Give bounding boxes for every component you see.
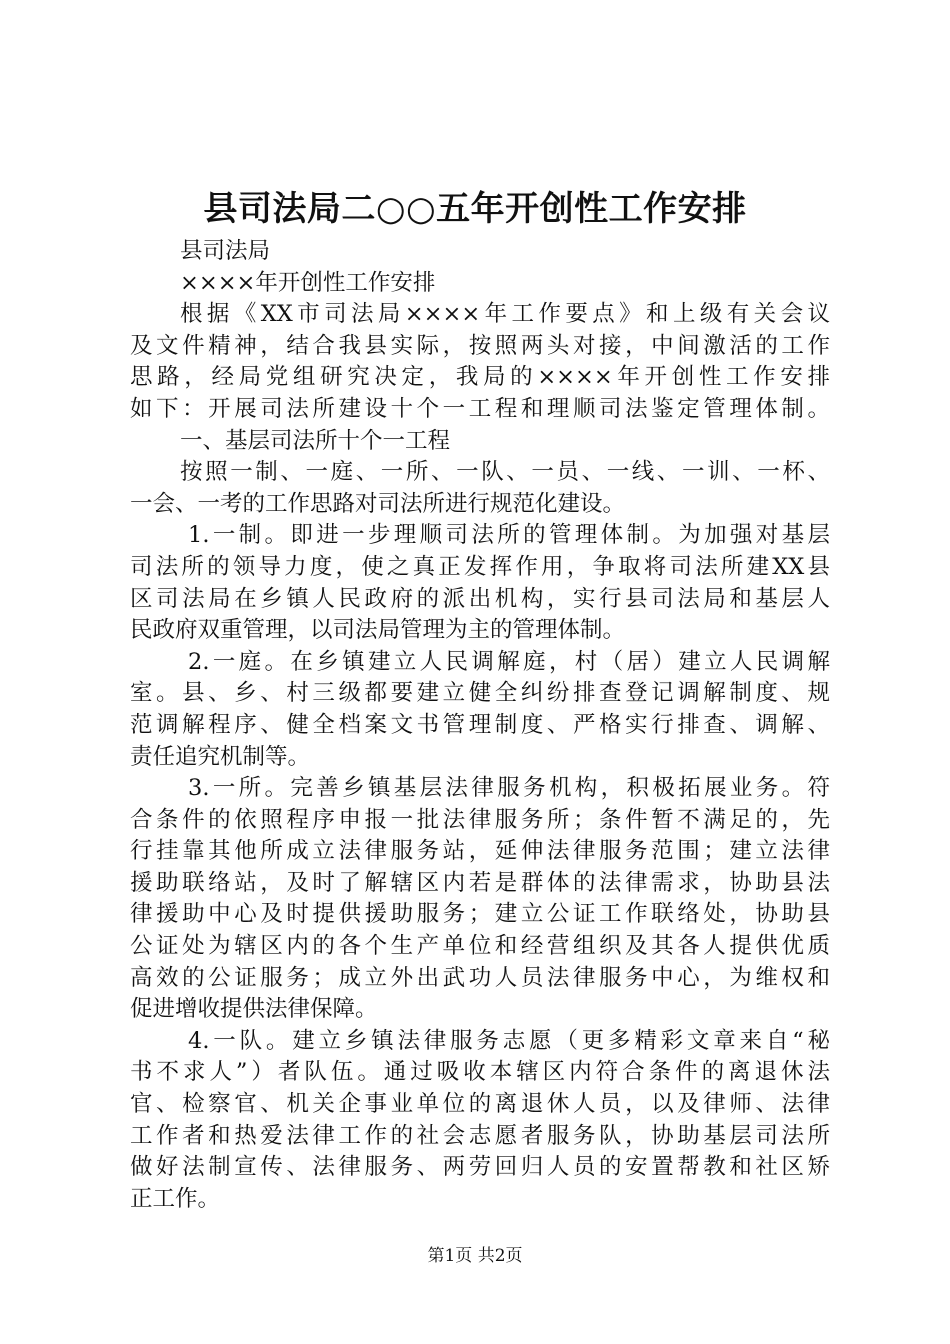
text-line: 民政府双重管理，以司法局管理为主的管理体制。 [130,617,626,644]
text-line: 思路，经局党组研究决定，我局的××××年开创性工作安排 [130,364,830,391]
text-line: 公证处为辖区内的各个生产单位和经营组织及其各人提供优质 [130,933,830,960]
text-line: 3.一所。完善乡镇基层法律服务机构，积极拓展业务。符 [188,775,830,802]
text-line: 高效的公证服务；成立外出武功人员法律服务中心，为维权和 [130,964,830,991]
text-line: 责任追究机制等。 [130,743,311,770]
text-line: 工作者和热爱法律工作的社会志愿者服务队，协助基层司法所 [130,1122,830,1149]
text-line: 律援助中心及时提供援助服务；建立公证工作联络处，协助县 [130,901,830,928]
text-line: ××××年开创性工作安排 [180,269,436,296]
text-line: 促进增收提供法律保障。 [130,996,378,1023]
text-line: 一会、一考的工作思路对司法所进行规范化建设。 [130,490,626,517]
text-line: 4.一队。建立乡镇法律服务志愿（更多精彩文章来自“秘 [188,1027,830,1054]
text-line: 如下：开展司法所建设十个一工程和理顺司法鉴定管理体制。 [130,395,830,422]
text-line: 范调解程序、健全档案文书管理制度、严格实行排查、调解、 [130,711,830,738]
text-line: 根据《XX市司法局××××年工作要点》和上级有关会议 [180,301,830,328]
text-line: 室。县、乡、村三级都要建立健全纠纷排查登记调解制度、规 [130,680,830,707]
text-line: 司法所的领导力度，使之真正发挥作用，争取将司法所建XX县 [130,553,830,580]
document-title: 县司法局二○○五年开创性工作安排 [203,189,747,229]
text-line: 合条件的依照程序申报一批法律服务所；条件暂不满足的，先 [130,806,830,833]
text-line: 2.一庭。在乡镇建立人民调解庭，村（居）建立人民调解 [188,648,830,675]
text-line: 及文件精神，结合我县实际，按照两头对接，中间激活的工作 [130,332,830,359]
text-line: 按照一制、一庭、一所、一队、一员、一线、一训、一杯、 [180,459,830,486]
text-line: 书不求人”）者队伍。通过吸收本辖区内符合条件的离退休法 [130,1059,830,1086]
text-line: 县司法局 [180,238,271,264]
text-line: 区司法局在乡镇人民政府的派出机构，实行县司法局和基层人 [130,585,830,612]
text-line: 一、基层司法所十个一工程 [180,427,451,454]
text-line: 正工作。 [130,1185,221,1212]
text-line: 行挂靠其他所成立法律服务站，延伸法律服务范围；建立法律 [130,838,830,865]
document-body [130,236,830,1215]
text-line: 1.一制。即进一步理顺司法所的管理体制。为加强对基层 [188,522,830,549]
text-line: 援助联络站，及时了解辖区内若是群体的法律需求，协助县法 [130,869,830,896]
page-footer: 第1页 共2页 [427,1246,523,1266]
text-line: 官、检察官、机关企事业单位的离退休人员，以及律师、法律 [130,1091,830,1118]
text-line: 做好法制宣传、法律服务、两劳回归人员的安置帮教和社区矫 [130,1154,830,1181]
